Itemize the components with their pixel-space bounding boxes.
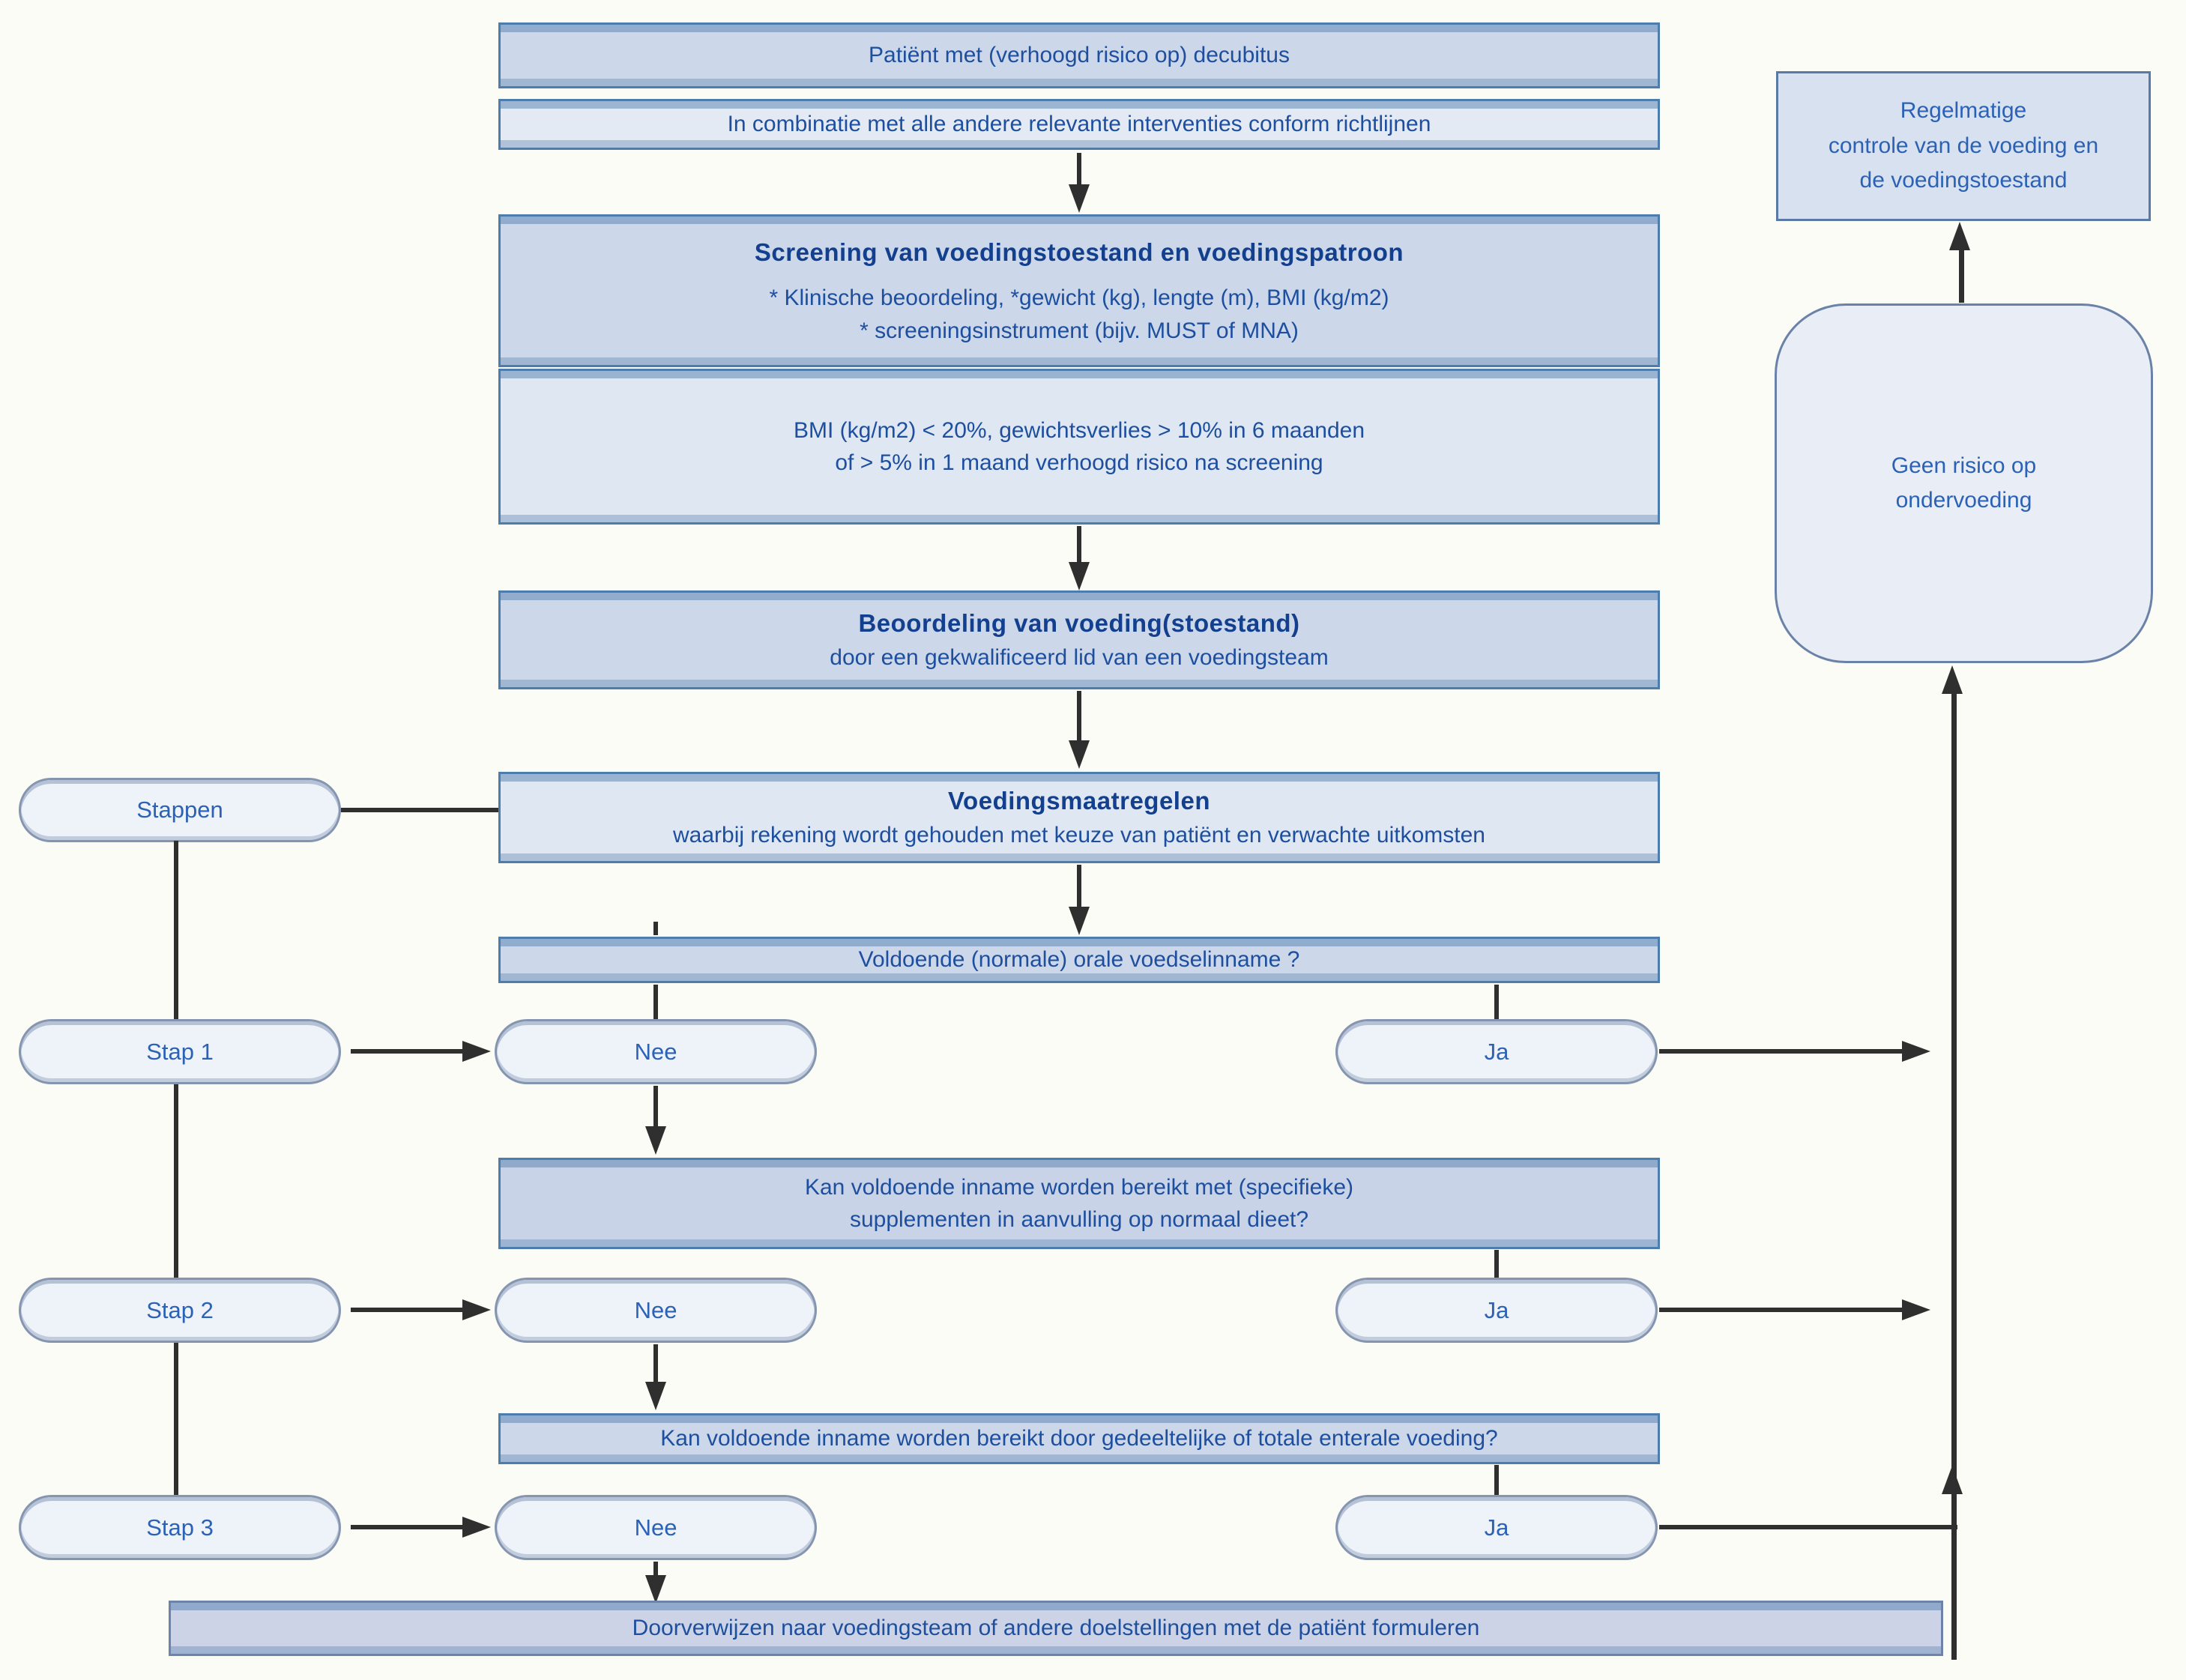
question2-line1: Kan voldoende inname worden bereikt met (specifieke) bbox=[804, 1174, 1354, 1200]
assessment-box bbox=[498, 590, 1660, 689]
ja3-label: Ja bbox=[1484, 1514, 1509, 1541]
nee3-oval bbox=[495, 1495, 817, 1560]
connector-q2-ja2 bbox=[1494, 1250, 1499, 1278]
combination-box-text: In combinatie met alle andere relevante interventies conform richtlijnen bbox=[727, 112, 1431, 137]
connector-measures-q1 bbox=[1077, 865, 1081, 908]
arrowhead-up-icon bbox=[1942, 665, 1963, 694]
step1-label: Stap 1 bbox=[146, 1038, 214, 1065]
screening-title: Screening van voedingstoestand en voedingspatroon bbox=[754, 238, 1404, 266]
tick-q1-left bbox=[653, 922, 658, 935]
arrowhead-down-icon bbox=[1069, 740, 1090, 769]
patient-box-text: Patiënt met (verhoogd risico op) decubitus bbox=[869, 43, 1290, 68]
question2-line2: supplementen in aanvulling op normaal dieet? bbox=[849, 1207, 1309, 1232]
connector-q1-ja1 bbox=[1494, 985, 1499, 1019]
arrowhead-down-icon bbox=[1069, 184, 1090, 213]
monitor-line1: Regelmatige bbox=[1900, 98, 2027, 124]
arrowhead-down-icon bbox=[1069, 907, 1090, 935]
step2-label: Stap 2 bbox=[146, 1296, 214, 1323]
measures-line1: waarbij rekening wordt gehouden met keuze van patiënt en verwachte uitkomsten bbox=[673, 823, 1485, 848]
monitor-line2: controle van de voeding en bbox=[1828, 133, 2099, 158]
ja1-oval bbox=[1335, 1019, 1658, 1084]
arrowhead-right-icon bbox=[1902, 1299, 1930, 1320]
connector-assessment-measures bbox=[1077, 691, 1081, 742]
no-risk-line1: Geen risico op bbox=[1891, 453, 2037, 478]
step3-label: Stap 3 bbox=[146, 1514, 214, 1541]
connector-ja1-right bbox=[1659, 1049, 1903, 1054]
arrowhead-up-icon bbox=[1949, 222, 1970, 250]
bmi-line1: BMI (kg/m2) < 20%, gewichtsverlies > 10% in 6 maanden bbox=[793, 417, 1365, 443]
measures-box bbox=[498, 772, 1660, 863]
patient-box bbox=[498, 22, 1660, 88]
nee2-label: Nee bbox=[634, 1296, 677, 1323]
arrowhead-down-icon bbox=[645, 1575, 666, 1604]
arrowhead-down-icon bbox=[1069, 562, 1090, 590]
ja2-label: Ja bbox=[1484, 1296, 1509, 1323]
referral-box bbox=[169, 1601, 1943, 1656]
connector-q3-ja3 bbox=[1494, 1465, 1499, 1496]
combination-box bbox=[498, 99, 1660, 150]
question3-box bbox=[498, 1413, 1660, 1464]
connector-nee3-referral bbox=[653, 1562, 658, 1577]
no-risk-line2: ondervoeding bbox=[1895, 488, 2032, 513]
connector-step2-nee2 bbox=[351, 1308, 463, 1312]
connector-nee1-q2 bbox=[653, 1086, 658, 1128]
ja2-oval bbox=[1335, 1278, 1658, 1343]
connector-bmi-assessment bbox=[1077, 526, 1081, 563]
assessment-title: Beoordeling van voeding(stoestand) bbox=[858, 609, 1300, 638]
screening-line1: * Klinische beoordeling, *gewicht (kg), lengte (m), BMI (kg/m2) bbox=[769, 285, 1389, 311]
nee1-label: Nee bbox=[634, 1038, 677, 1065]
connector-step1-nee1 bbox=[351, 1049, 463, 1054]
connector-steps-measures bbox=[341, 808, 498, 812]
measures-title: Voedingsmaatregelen bbox=[948, 787, 1210, 815]
question1-text: Voldoende (normale) orale voedselinname ? bbox=[858, 947, 1300, 973]
assessment-line1: door een gekwalificeerd lid van een voedingsteam bbox=[830, 645, 1329, 671]
ja1-label: Ja bbox=[1484, 1038, 1509, 1065]
question1-box bbox=[498, 937, 1660, 983]
arrowhead-right-icon bbox=[462, 1299, 491, 1320]
arrowhead-up-icon bbox=[1942, 1466, 1963, 1494]
screening-line2: * screeningsinstrument (bijv. MUST of MNA) bbox=[860, 318, 1299, 343]
arrowhead-right-icon bbox=[1902, 1041, 1930, 1062]
bmi-line2: of > 5% in 1 maand verhoogd risico na screening bbox=[835, 450, 1323, 475]
arrowhead-right-icon bbox=[462, 1041, 491, 1062]
nee2-oval bbox=[495, 1278, 817, 1343]
step1-oval bbox=[19, 1019, 341, 1084]
connector-step3-nee3 bbox=[351, 1525, 463, 1529]
connector-combination-screening bbox=[1077, 153, 1081, 187]
arrowhead-right-icon bbox=[462, 1517, 491, 1538]
no-risk-box bbox=[1775, 303, 2153, 663]
arrowhead-down-icon bbox=[645, 1382, 666, 1410]
nee3-label: Nee bbox=[634, 1514, 677, 1541]
bmi-criteria-box bbox=[498, 369, 1660, 525]
steps-vertical-line bbox=[174, 841, 178, 1530]
question3-text: Kan voldoende inname worden bereikt door gedeeltelijke of totale enterale voeding? bbox=[660, 1426, 1498, 1451]
connector-ja2-right bbox=[1659, 1308, 1903, 1312]
steps-label-text: Stappen bbox=[136, 797, 223, 823]
monitor-box bbox=[1776, 71, 2151, 221]
connector-q1-nee1 bbox=[653, 985, 658, 1019]
monitor-line3: de voedingstoestand bbox=[1859, 168, 2068, 193]
right-return-line bbox=[1951, 691, 1957, 1660]
connector-nee2-q3 bbox=[653, 1344, 658, 1383]
step3-oval bbox=[19, 1495, 341, 1560]
step2-oval bbox=[19, 1278, 341, 1343]
connector-norisk-monitor bbox=[1959, 247, 1964, 303]
connector-ja3-right bbox=[1659, 1525, 1957, 1529]
referral-text: Doorverwijzen naar voedingsteam of andere doelstellingen met de patiënt formuleren bbox=[632, 1616, 1480, 1641]
screening-box bbox=[498, 214, 1660, 367]
steps-label-oval bbox=[19, 778, 341, 842]
nee1-oval bbox=[495, 1019, 817, 1084]
question2-box bbox=[498, 1158, 1660, 1249]
ja3-oval bbox=[1335, 1495, 1658, 1560]
arrowhead-down-icon bbox=[645, 1126, 666, 1155]
